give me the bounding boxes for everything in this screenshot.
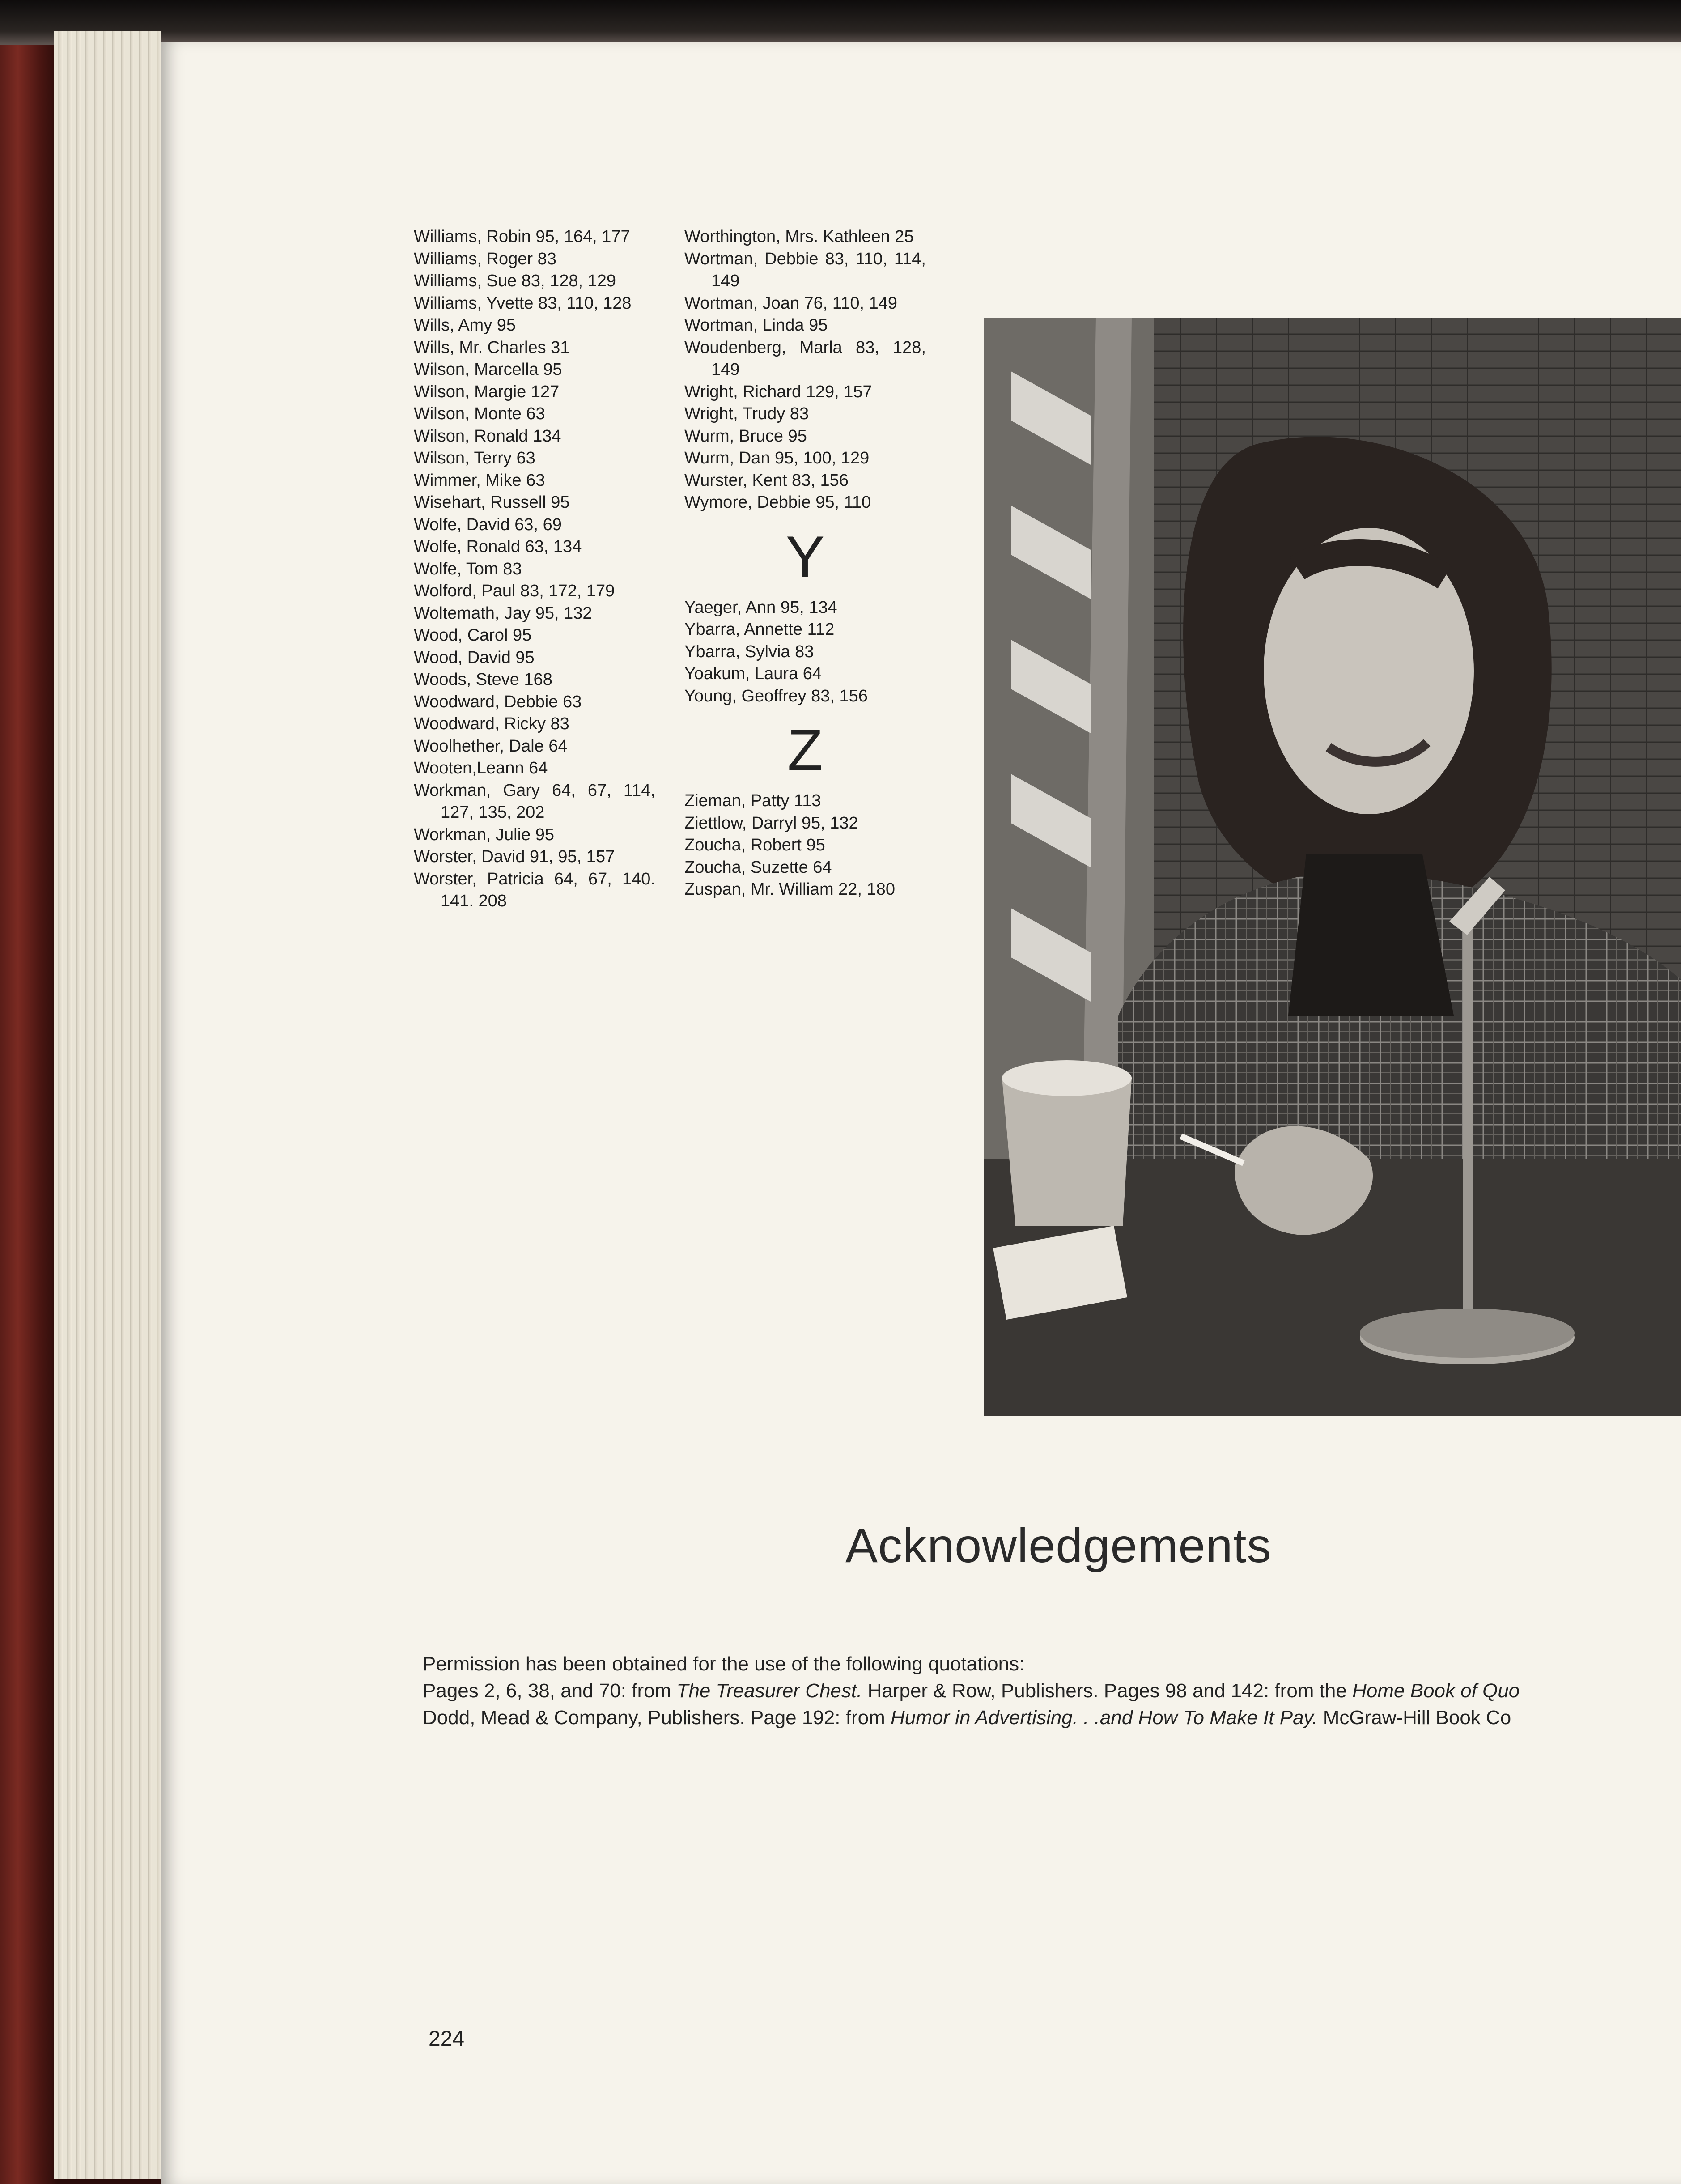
index-entry: Wolfe, Tom 83 [414, 559, 522, 578]
index-entry: Wortman, Debbie 83, 110, 114, 149 [684, 249, 926, 290]
index-entry: Wood, David 95 [414, 648, 535, 667]
index-letter-z: Z [787, 717, 823, 782]
index-entry: Woltemath, Jay 95, 132 [414, 603, 592, 623]
index-entry: Workman, Gary 64, 67, 114, 127, 135, 202 [414, 781, 655, 822]
ack-line-3: Dodd, Mead & Company, Publishers. Page 192: from Humor in Advertising. . .and How To Make It Pay. McGraw-Hill Book Co [423, 1707, 1511, 1729]
ack-intro: Permission has been obtained for the use of the following quotations: [423, 1653, 1025, 1675]
index-entry: Wolfe, David 63, 69 [414, 515, 562, 534]
index-entry: Woods, Steve 168 [414, 670, 552, 689]
index-entry: Worster, Patricia 64, 67, 140. 141. 208 [414, 869, 655, 910]
index-entry: Wortman, Linda 95 [684, 316, 828, 335]
index-entry: Wortman, Joan 76, 110, 149 [684, 293, 898, 313]
index-entry: Woolhether, Dale 64 [414, 736, 568, 756]
index-entry: Yoakum, Laura 64 [684, 664, 822, 683]
page-number: 224 [429, 2027, 465, 2051]
index-entry: Wilson, Margie 127 [414, 382, 560, 401]
index-entry: Wilson, Terry 63 [414, 449, 535, 467]
index-entry: Ybarra, Sylvia 83 [684, 642, 814, 661]
index-entry: Wright, Trudy 83 [684, 404, 809, 423]
index-entry: Williams, Yvette 83, 110, 128 [414, 293, 632, 313]
index-entry: Zuspan, Mr. William 22, 180 [684, 880, 895, 899]
ack-line-2: Pages 2, 6, 38, and 70: from The Treasurer Chest. Harper & Row, Publishers. Pages 98 and 142: from the Home Book of Quo [423, 1680, 1520, 1702]
index-entry: Worster, David 91, 95, 157 [414, 847, 615, 866]
index-entry: Wilson, Marcella 95 [414, 360, 562, 379]
photograph-woman-at-microphone [984, 318, 1681, 1416]
index-column-1 [414, 226, 655, 913]
index-entry: Ziettlow, Darryl 95, 132 [684, 813, 858, 833]
index-entry: Worthington, Mrs. Kathleen 25 [684, 227, 914, 246]
top-shadow-band [0, 0, 1681, 45]
index-entry: Yaeger, Ann 95, 134 [684, 598, 837, 617]
index-entry: Wright, Richard 129, 157 [684, 382, 872, 401]
index-entry: Ybarra, Annette 112 [684, 620, 835, 639]
index-entry: Wolfe, Ronald 63, 134 [414, 537, 582, 556]
index-entry: Williams, Robin 95, 164, 177 [414, 227, 630, 246]
index-list-z [684, 790, 926, 901]
index-entry: Wills, Amy 95 [414, 316, 516, 335]
index-entry: Wood, Carol 95 [414, 626, 532, 645]
index-entry: Wilson, Monte 63 [414, 404, 545, 423]
index-entry: Woudenberg, Marla 83, 128, 149 [684, 338, 926, 379]
index-letter-y: Y [785, 523, 825, 589]
acknowledgements-heading: Acknowledgements [845, 1518, 1272, 1572]
index-entry: Wurm, Bruce 95 [684, 426, 807, 446]
index-entry: Wymore, Debbie 95, 110 [684, 493, 871, 512]
index-entry: Wolford, Paul 83, 172, 179 [414, 582, 615, 600]
index-entry: Wimmer, Mike 63 [414, 471, 545, 490]
index-entry: Wisehart, Russell 95 [414, 493, 570, 512]
index-entry: Woodward, Debbie 63 [414, 692, 582, 711]
index-entry: Woodward, Ricky 83 [414, 714, 569, 733]
index-entry: Wills, Mr. Charles 31 [414, 338, 570, 357]
index-column-2 [684, 226, 926, 901]
index-entry: Williams, Roger 83 [414, 249, 556, 268]
acknowledgements-text [423, 1651, 1681, 1731]
index-entry: Workman, Julie 95 [414, 825, 554, 844]
index-entry: Zoucha, Suzette 64 [684, 858, 832, 877]
index-entry: Wooten,Leann 64 [414, 759, 548, 778]
page-stack-edges [54, 31, 161, 2179]
index-entry: Young, Geoffrey 83, 156 [684, 686, 868, 705]
index-list-w-continued [684, 226, 926, 514]
index-entry: Williams, Sue 83, 128, 129 [414, 272, 616, 290]
index-entry: Wurm, Dan 95, 100, 129 [684, 449, 870, 467]
index-entry: Zoucha, Robert 95 [684, 836, 825, 854]
index-entry: Wurster, Kent 83, 156 [684, 471, 849, 490]
index-list-y [684, 597, 926, 708]
index-entry: Wilson, Ronald 134 [414, 426, 561, 446]
index-entry: Zieman, Patty 113 [684, 791, 821, 810]
